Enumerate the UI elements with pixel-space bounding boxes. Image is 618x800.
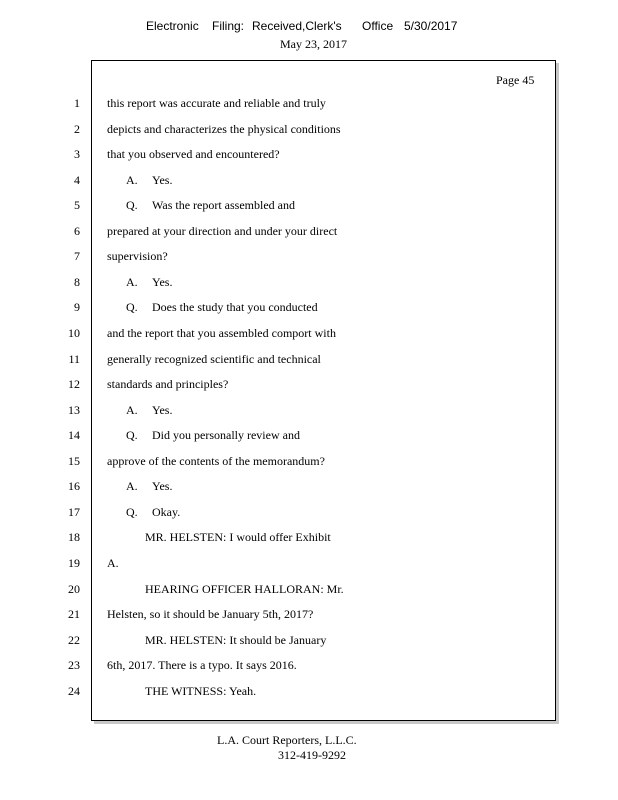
line-content: Helsten, so it should be January 5th, 2017? <box>107 607 314 621</box>
line-number: 24 <box>68 683 80 698</box>
line-number: 16 <box>68 479 80 494</box>
stamp-date: 5/30/2017 <box>404 19 458 33</box>
footer-phone: 312-419-9292 <box>278 748 346 762</box>
line-content: Was the report assembled and <box>152 198 295 213</box>
line-number: 18 <box>68 530 80 545</box>
line-text <box>107 454 325 469</box>
qa-marker: A. <box>126 402 138 417</box>
line-text <box>145 633 326 648</box>
line-content: A. <box>107 555 119 570</box>
line-text <box>126 275 172 290</box>
line-number: 7 <box>74 249 80 264</box>
qa-marker: Q. <box>126 198 138 213</box>
line-number: 23 <box>68 658 80 673</box>
page-number: Page 45 <box>496 73 535 87</box>
line-text <box>126 505 180 520</box>
line-number: 17 <box>68 504 80 519</box>
line-content: MR. HELSTEN: I would offer Exhibit <box>145 530 331 545</box>
line-content: 6th, 2017. There is a typo. It says 2016. <box>107 658 297 673</box>
line-text <box>107 607 313 622</box>
line-number: 13 <box>68 402 80 417</box>
line-text <box>126 198 295 213</box>
stamp-electronic: Electronic <box>146 19 199 33</box>
line-number: 4 <box>74 172 80 187</box>
line-number: 20 <box>68 581 80 596</box>
line-content: Yes. <box>152 172 173 187</box>
line-content: and the report that you assembled comport with <box>107 326 336 340</box>
line-number: 14 <box>68 428 80 443</box>
line-number: 15 <box>68 453 80 468</box>
footer-company: L.A. Court Reporters, L.L.C. <box>217 733 357 747</box>
line-content: standards and principles? <box>107 377 229 392</box>
line-text <box>145 684 256 699</box>
line-text <box>107 658 297 673</box>
line-content: this report was accurate and reliable and truly <box>107 96 326 110</box>
line-text <box>107 326 336 341</box>
line-content: THE WITNESS: Yeah. <box>145 683 257 698</box>
line-number: 6 <box>74 223 80 238</box>
line-number: 11 <box>68 351 80 366</box>
line-text <box>107 249 168 264</box>
qa-marker: Q. <box>126 504 138 519</box>
line-number: 19 <box>68 555 80 570</box>
line-number: 3 <box>74 147 80 162</box>
line-number: 10 <box>68 326 80 340</box>
line-content: HEARING OFFICER HALLORAN: Mr. <box>145 581 344 596</box>
line-number: 2 <box>74 121 80 136</box>
line-number: 12 <box>68 377 80 392</box>
qa-marker: A. <box>126 172 138 187</box>
qa-marker: A. <box>126 274 138 289</box>
line-number: 8 <box>74 274 80 289</box>
line-text <box>107 352 321 367</box>
line-number: 22 <box>68 632 80 647</box>
line-number: 21 <box>68 607 80 621</box>
line-text <box>145 530 331 545</box>
stamp-received: Received,Clerk's <box>252 19 342 33</box>
line-text <box>126 403 172 418</box>
line-text <box>107 224 337 239</box>
line-content: prepared at your direction and under your direct <box>107 223 338 238</box>
line-text <box>145 582 344 597</box>
line-content: Did you personally review and <box>152 428 300 443</box>
line-content: that you observed and encountered? <box>107 147 280 162</box>
line-content: Okay. <box>152 504 181 519</box>
stamp-filing: Filing: <box>212 19 245 33</box>
line-content: Yes. <box>152 274 173 289</box>
line-content: supervision? <box>107 249 168 264</box>
line-content: Does the study that you conducted <box>152 300 318 315</box>
line-text <box>126 479 172 494</box>
line-content: MR. HELSTEN: It should be January <box>145 632 327 647</box>
line-text <box>126 173 172 188</box>
line-number: 1 <box>74 96 80 110</box>
qa-marker: A. <box>126 479 138 494</box>
line-number: 9 <box>74 300 80 315</box>
qa-marker: Q. <box>126 300 138 315</box>
line-text <box>126 300 318 315</box>
stamp-office: Office <box>362 19 394 33</box>
line-content: generally recognized scientific and technical <box>107 351 321 366</box>
line-content: Yes. <box>152 402 173 417</box>
line-text <box>107 147 280 162</box>
line-text <box>107 556 119 571</box>
line-text <box>107 122 341 137</box>
line-text <box>107 377 228 392</box>
line-text <box>107 96 326 111</box>
line-number: 5 <box>74 198 80 213</box>
line-content: Yes. <box>152 479 173 494</box>
line-content: approve of the contents of the memorandum? <box>107 453 325 468</box>
line-text <box>126 428 300 443</box>
transcript-date: May 23, 2017 <box>280 37 347 51</box>
qa-marker: Q. <box>126 428 138 443</box>
line-content: depicts and characterizes the physical conditions <box>107 121 341 136</box>
